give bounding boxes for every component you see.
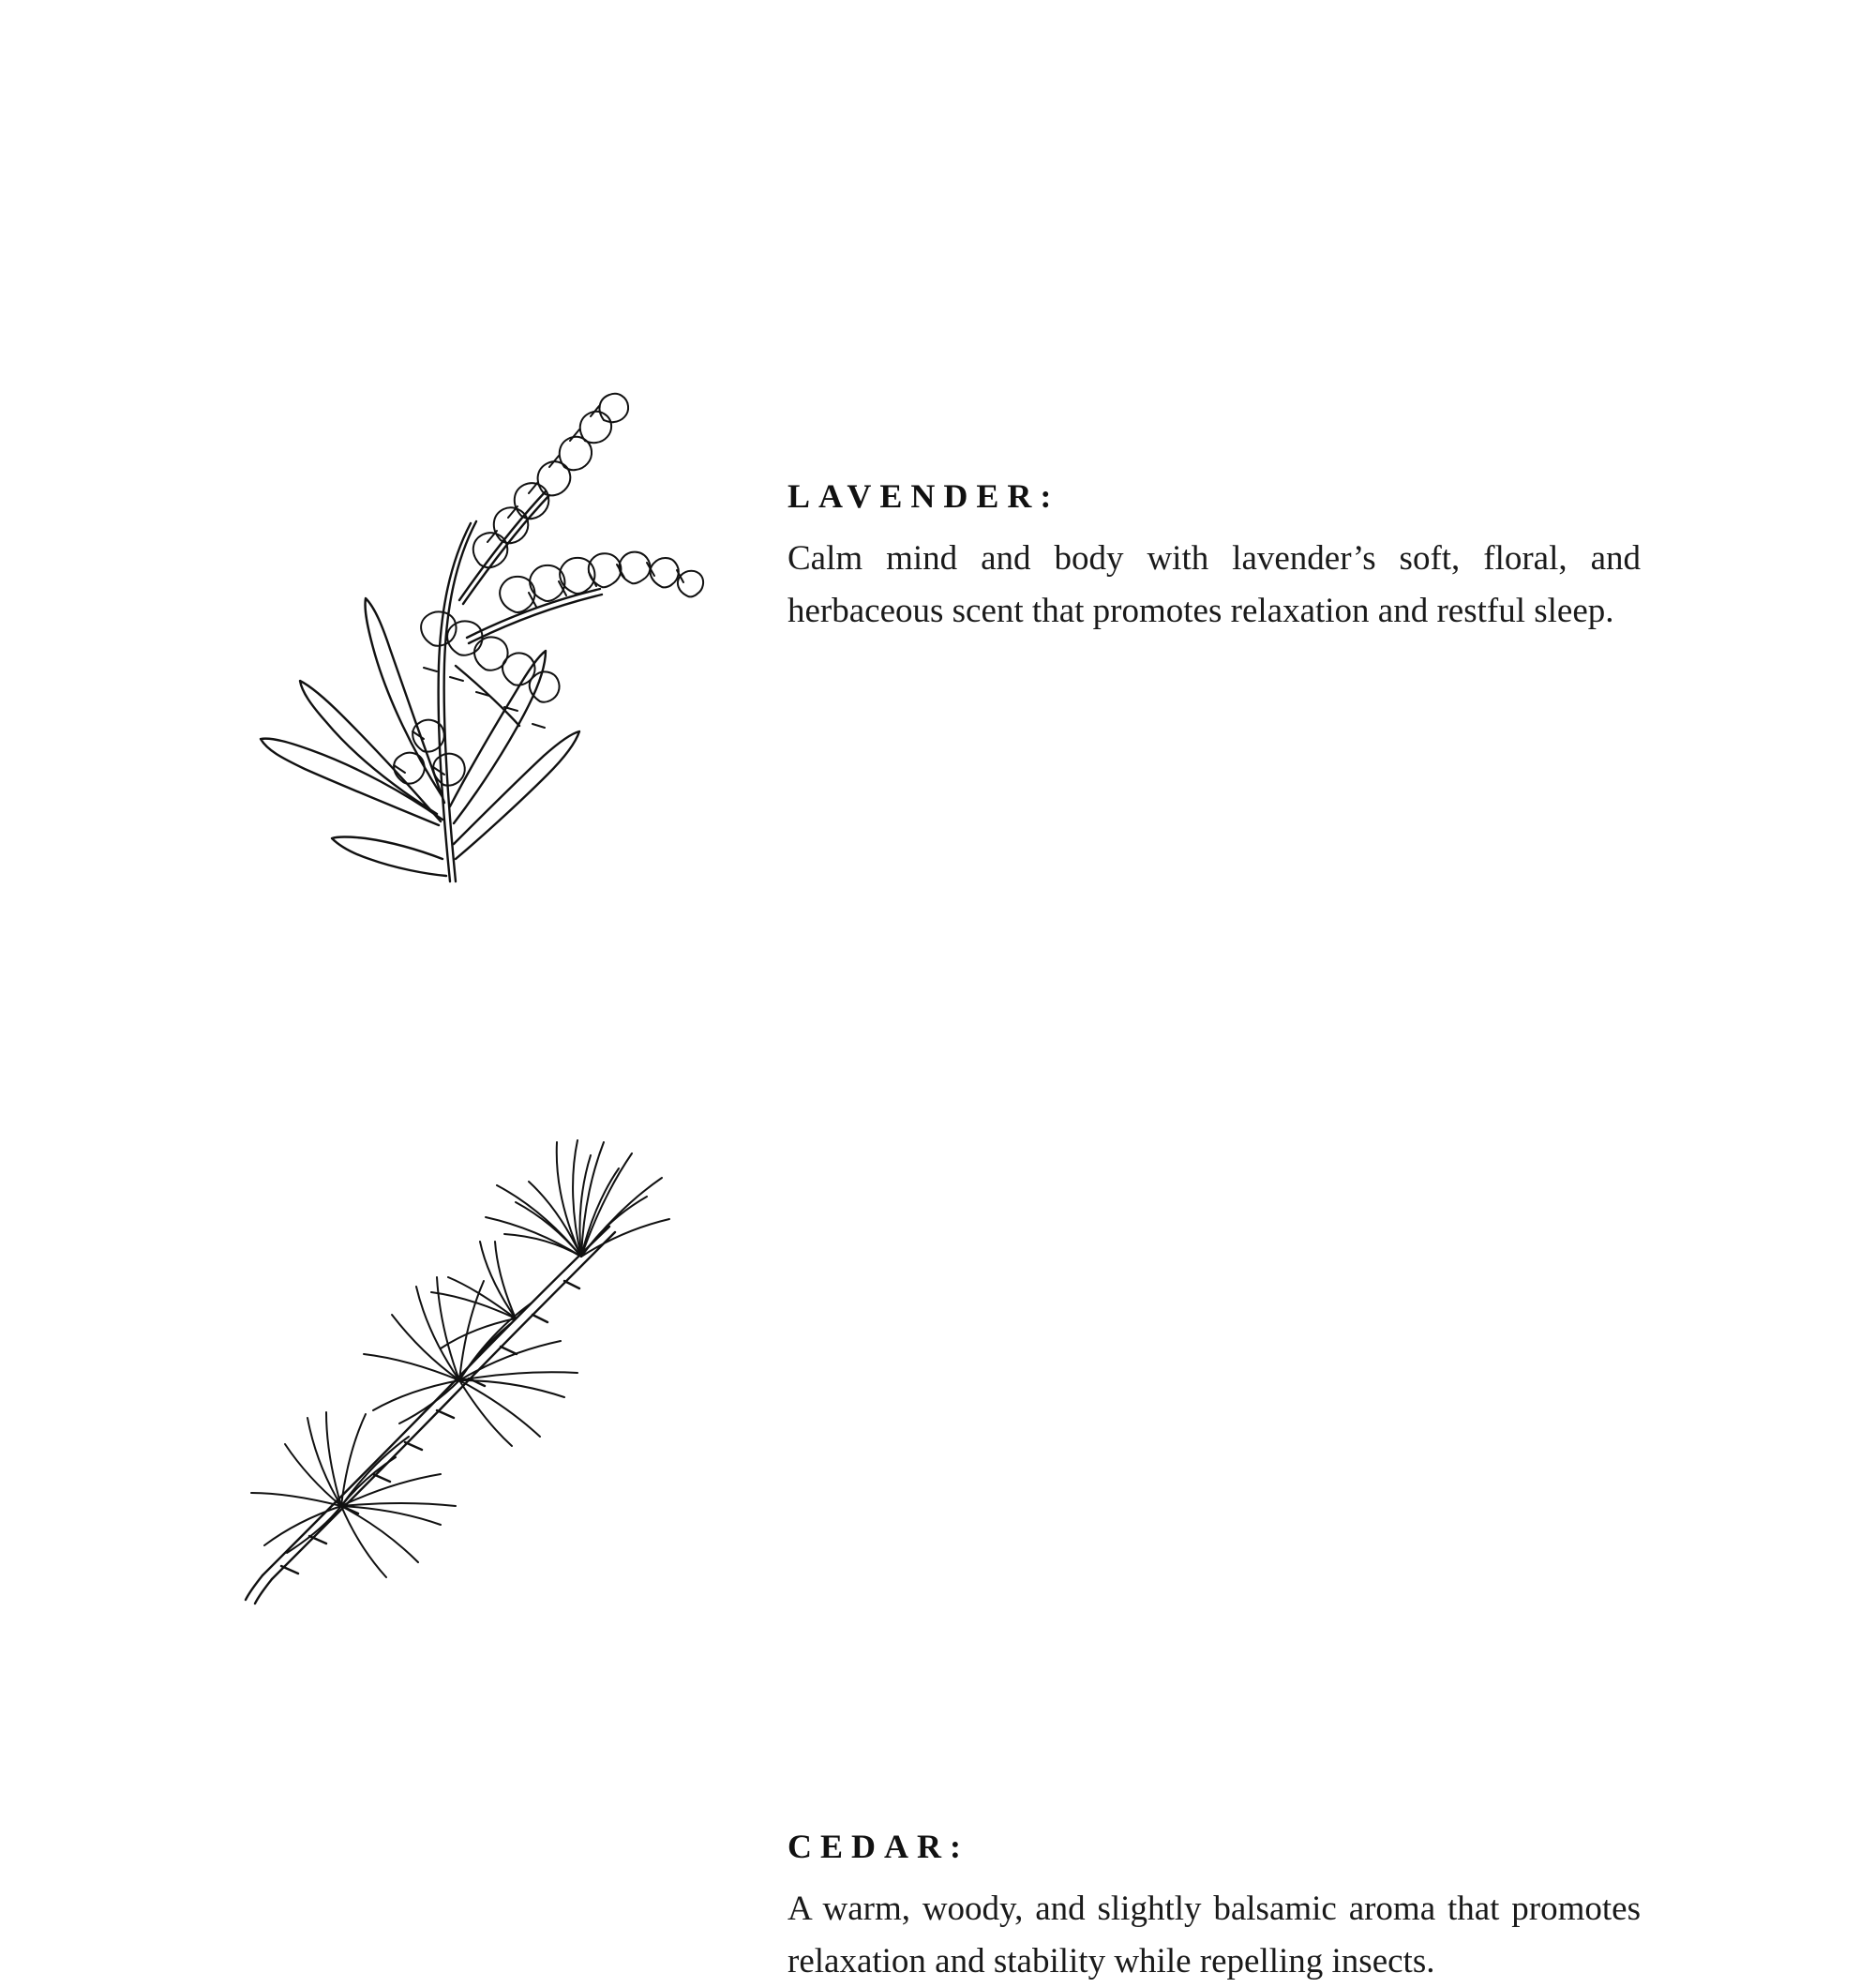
- lavender-sprig-illustration: [141, 225, 759, 900]
- ingredient-description-cedar: A warm, woody, and slightly balsamic aroma that promotes relaxation and stability while repelling insects.: [788, 1889, 1641, 1980]
- cedar-branch-illustration: [141, 956, 759, 1613]
- lavender-text-cell: [778, 225, 1734, 638]
- ingredient-block-lavender: [141, 225, 1734, 900]
- lavender-illustration-cell: [141, 225, 778, 900]
- ingredient-description-lavender: Calm mind and body with lavender’s soft, floral, and herbaceous scent that promotes relaxation and restful sleep.: [788, 538, 1641, 630]
- ingredient-title-lavender: LAVENDER:: [788, 477, 1060, 515]
- ingredient-block-cedar: [141, 956, 1734, 1988]
- cedar-text-cell: [778, 956, 1734, 1988]
- ingredient-title-cedar: CEDAR:: [788, 1828, 969, 1865]
- cedar-illustration-cell: [141, 956, 778, 1613]
